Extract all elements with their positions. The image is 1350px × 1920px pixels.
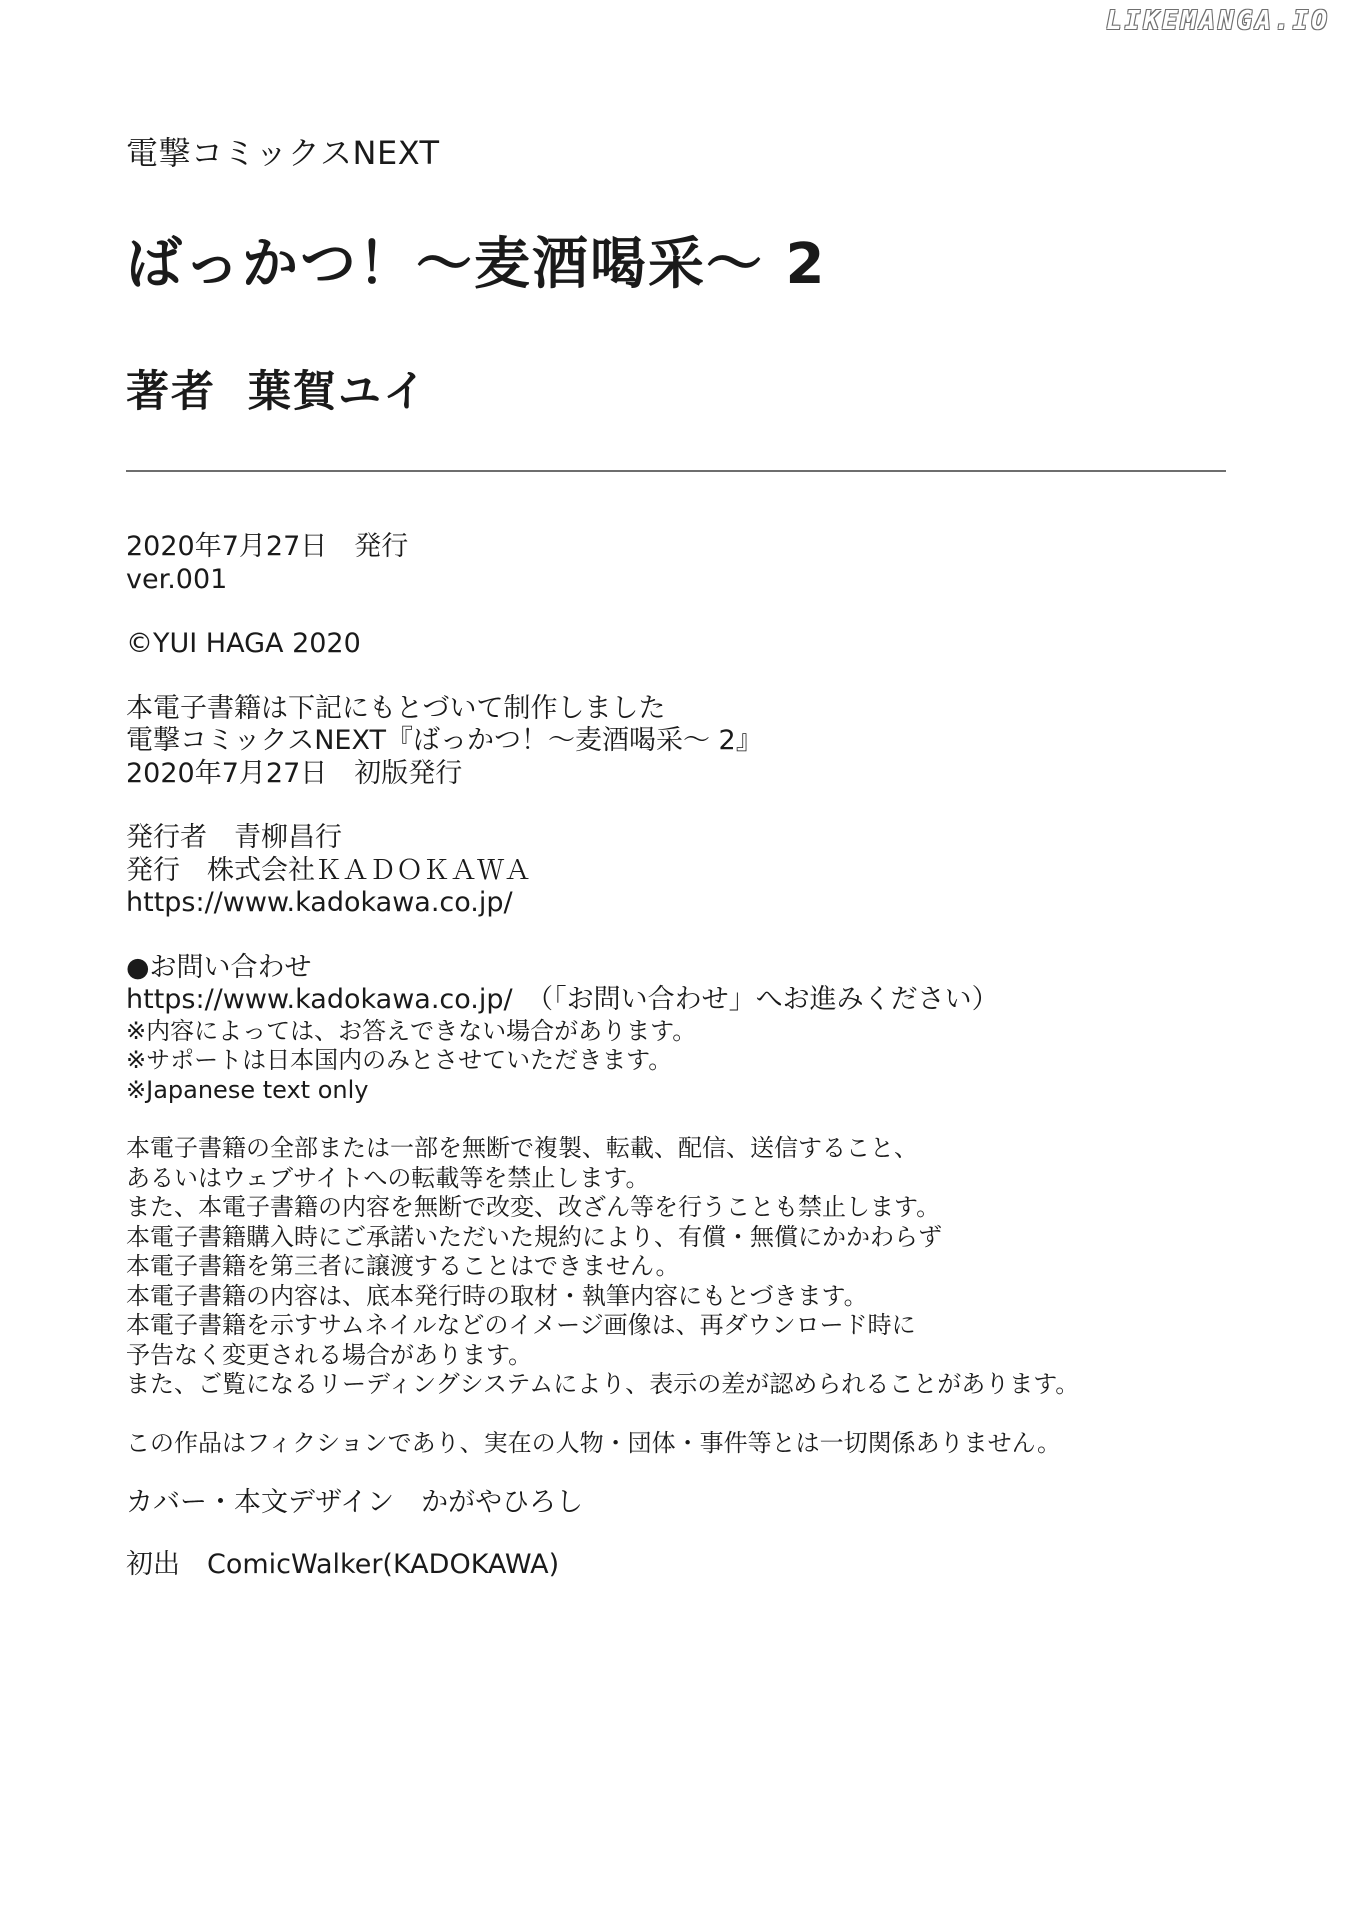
author-name: 葉賀ユイ xyxy=(248,367,428,417)
author-line xyxy=(126,358,428,419)
contact-note: ※内容によっては、お答えできない場合があります。 xyxy=(126,1016,697,1045)
contact-heading: ●お問い合わせ xyxy=(126,951,312,983)
source-line: 本電子書籍は下記にもとづいて制作しました xyxy=(126,692,666,724)
legal-line: また、本電子書籍の内容を無断で改変、改ざん等を行うことも禁止します。 xyxy=(126,1193,941,1221)
legal-line: また、ご覧になるリーディングシステムにより、表示の差が認められることがあります。 xyxy=(126,1370,1080,1398)
author-role: 著者 xyxy=(126,367,216,417)
fiction-notice: この作品はフィクションであり、実在の人物・団体・事件等とは一切関係ありません。 xyxy=(126,1428,1062,1457)
imprint-label: 電撃コミックスNEXT xyxy=(126,134,440,172)
publication-date: 2020年7月27日 発行 xyxy=(126,531,409,562)
contact-note: ※サポートは日本国内のみとさせていただきます。 xyxy=(126,1046,673,1074)
legal-line: 本電子書籍の全部または一部を無断で複製、転載、配信、送信すること、 xyxy=(126,1134,918,1162)
first-publication: 初出 ComicWalker(KADOKAWA) xyxy=(126,1548,560,1580)
legal-line: 本電子書籍の内容は、底本発行時の取材・執筆内容にもとづきます。 xyxy=(126,1281,868,1310)
colophon-info xyxy=(126,531,1226,1581)
copyright: ©YUI HAGA 2020 xyxy=(126,628,361,659)
publisher-line: 発行者 青柳昌行 xyxy=(126,822,342,853)
book-title: ばっかつ！～麦酒喝采～ 2 xyxy=(126,232,827,297)
version: ver.001 xyxy=(126,563,228,595)
publisher-url: https://www.kadokawa.co.jp/ xyxy=(126,887,513,918)
legal-line: あるいはウェブサイトへの転載等を禁止します。 xyxy=(126,1163,650,1192)
legal-line: 本電子書籍を示すサムネイルなどのイメージ画像は、再ダウンロード時に xyxy=(126,1311,916,1339)
design-credit: カバー・本文デザイン かがやひろし xyxy=(126,1487,584,1518)
contact-note: ※Japanese text only xyxy=(126,1075,369,1104)
legal-line: 予告なく変更される場合があります。 xyxy=(126,1340,533,1369)
contact-url-line: https://www.kadokawa.co.jp/ （「お問い合わせ」へお進みください） xyxy=(126,984,999,1015)
source-line: 2020年7月27日 初版発行 xyxy=(126,757,463,789)
legal-line: 本電子書籍購入時にご承諾いただいた規約により、有償・無償にかかわらず xyxy=(126,1222,942,1251)
watermark-text: LIKEMANGA.IO xyxy=(1106,6,1330,36)
publisher-line: 発行 株式会社ＫＡＤＯＫＡＷＡ xyxy=(126,854,531,886)
divider xyxy=(126,470,1226,472)
source-line: 電撃コミックスNEXT『ばっかつ！～麦酒喝采～ 2』 xyxy=(126,725,763,756)
legal-line: 本電子書籍を第三者に譲渡することはできません。 xyxy=(126,1252,680,1280)
